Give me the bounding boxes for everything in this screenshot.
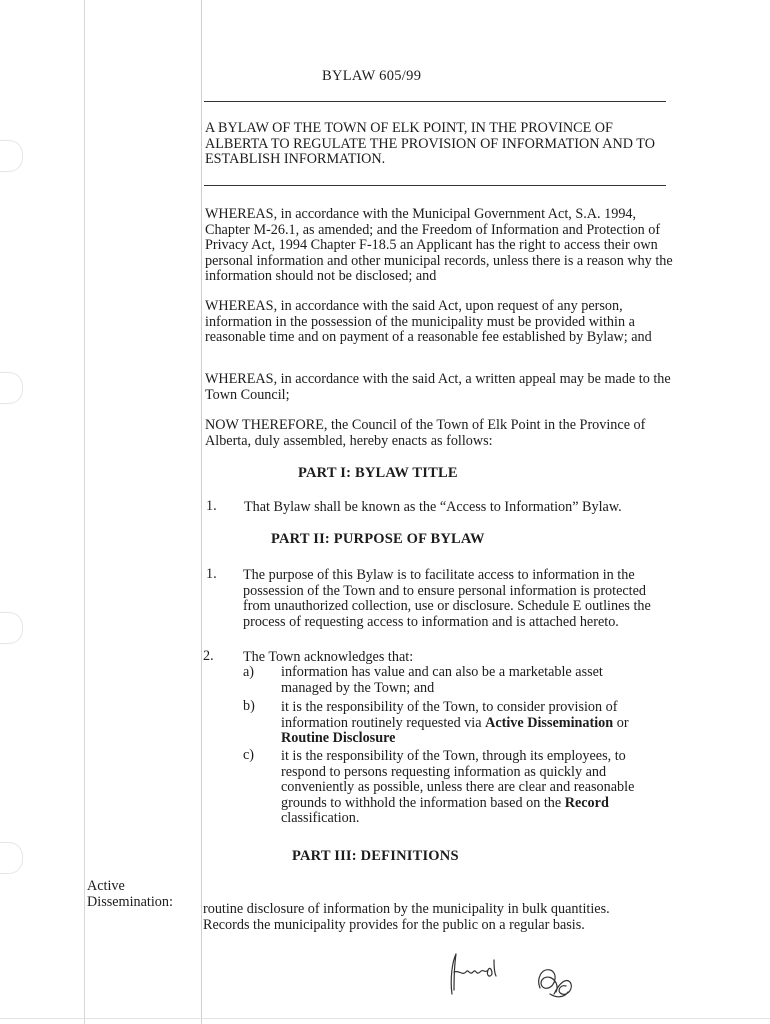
whereas-clause-1: WHEREAS, in accordance with the Municipal Government Act, S.A. 1994, Chapter M-26.1, as amended; and the Freedom of Information and Protection of Privacy Act, 1994 Chapter F-18.5 an Applicant has the right to access their own personal information and other municipal records, unless there is a reason why the information should not be disclosed; and (205, 206, 673, 284)
part3-heading: PART III: DEFINITIONS (292, 848, 459, 864)
punch-hole (0, 140, 23, 172)
definition-term-line2: Dissemination: (87, 894, 173, 910)
definition-text: routine disclosure of information by the municipality in bulk quantities. Records the municipality provides for the public on a regular basis. (203, 901, 610, 933)
initials-icon (530, 958, 580, 1004)
enacting-clause: NOW THEREFORE, the Council of the Town of Elk Point in the Province of Alberta, duly assembled, hereby enacts as follows: (205, 417, 646, 449)
punch-hole (0, 842, 23, 874)
whereas-clause-2: WHEREAS, in accordance with the said Act, upon request of any person, information in the possession of the municipality must be provided within a reasonable time and on payment of a reasonable fee established by Bylaw; and (205, 298, 652, 345)
sub-item-c-text (281, 749, 653, 827)
punch-hole (0, 372, 23, 404)
part1-heading: PART I: BYLAW TITLE (298, 465, 458, 481)
sub-item-a-label: a) (243, 664, 255, 680)
title-rule (204, 101, 666, 102)
sub-item-a-text: information has value and can also be a marketable asset managed by the Town; and (281, 664, 603, 696)
bylaw-preamble-heading: A BYLAW OF THE TOWN OF ELK POINT, IN THE PROVINCE OF ALBERTA TO REGULATE THE PROVISION OF INFORMATION AND TO ESTABLISH INFORMATION. (205, 120, 655, 167)
part2-item2-text: The Town acknowledges that: (243, 649, 414, 665)
sub-item-c-text-part2: classification. (281, 810, 360, 826)
part1-item-number: 1. (206, 498, 217, 514)
sub-item-b-label: b) (243, 698, 255, 714)
preamble-rule (204, 185, 666, 186)
margin-line-left (84, 0, 85, 1024)
definition-term-line1: Active (87, 878, 125, 894)
part2-item1-text: The purpose of this Bylaw is to facilitate access to information in the possession of the Town and to ensure personal information is protected from unauthorized collection, use or disclosure. Schedule E outlines the process of requesting access to information and is attached hereto. (243, 567, 651, 630)
scan-bottom-edge (0, 1018, 770, 1019)
part2-item2-number: 2. (203, 648, 214, 664)
part1-item-text: That Bylaw shall be known as the “Access to Information” Bylaw. (244, 499, 622, 515)
sub-item-b-text-part2: or (616, 714, 629, 731)
margin-line-body (201, 0, 202, 1024)
sub-item-b-text (281, 700, 661, 747)
part2-item1-number: 1. (206, 566, 217, 582)
part2-heading: PART II: PURPOSE OF BYLAW (271, 531, 485, 547)
signature-icon (440, 950, 520, 1000)
term-active-dissemination: Active Dissemination (485, 714, 614, 731)
document-title: BYLAW 605/99 (322, 68, 422, 84)
punch-hole (0, 612, 23, 644)
whereas-clause-3: WHEREAS, in accordance with the said Act, a written appeal may be made to the Town Council; (205, 371, 671, 403)
sub-item-c-text-part1: it is the responsibility of the Town, through its employees, to respond to persons requesting information as quickly and conveniently as possible, unless there are clear and reasonable grounds to withhold the information based on the (281, 748, 635, 811)
sub-item-c-label: c) (243, 747, 255, 763)
term-routine-disclosure: Routine Disclosure (281, 730, 396, 746)
term-record: Record (564, 794, 609, 811)
sub-item-b-text-part1: it is the responsibility of the Town, to consider provision of information routinely requested via (281, 699, 618, 731)
